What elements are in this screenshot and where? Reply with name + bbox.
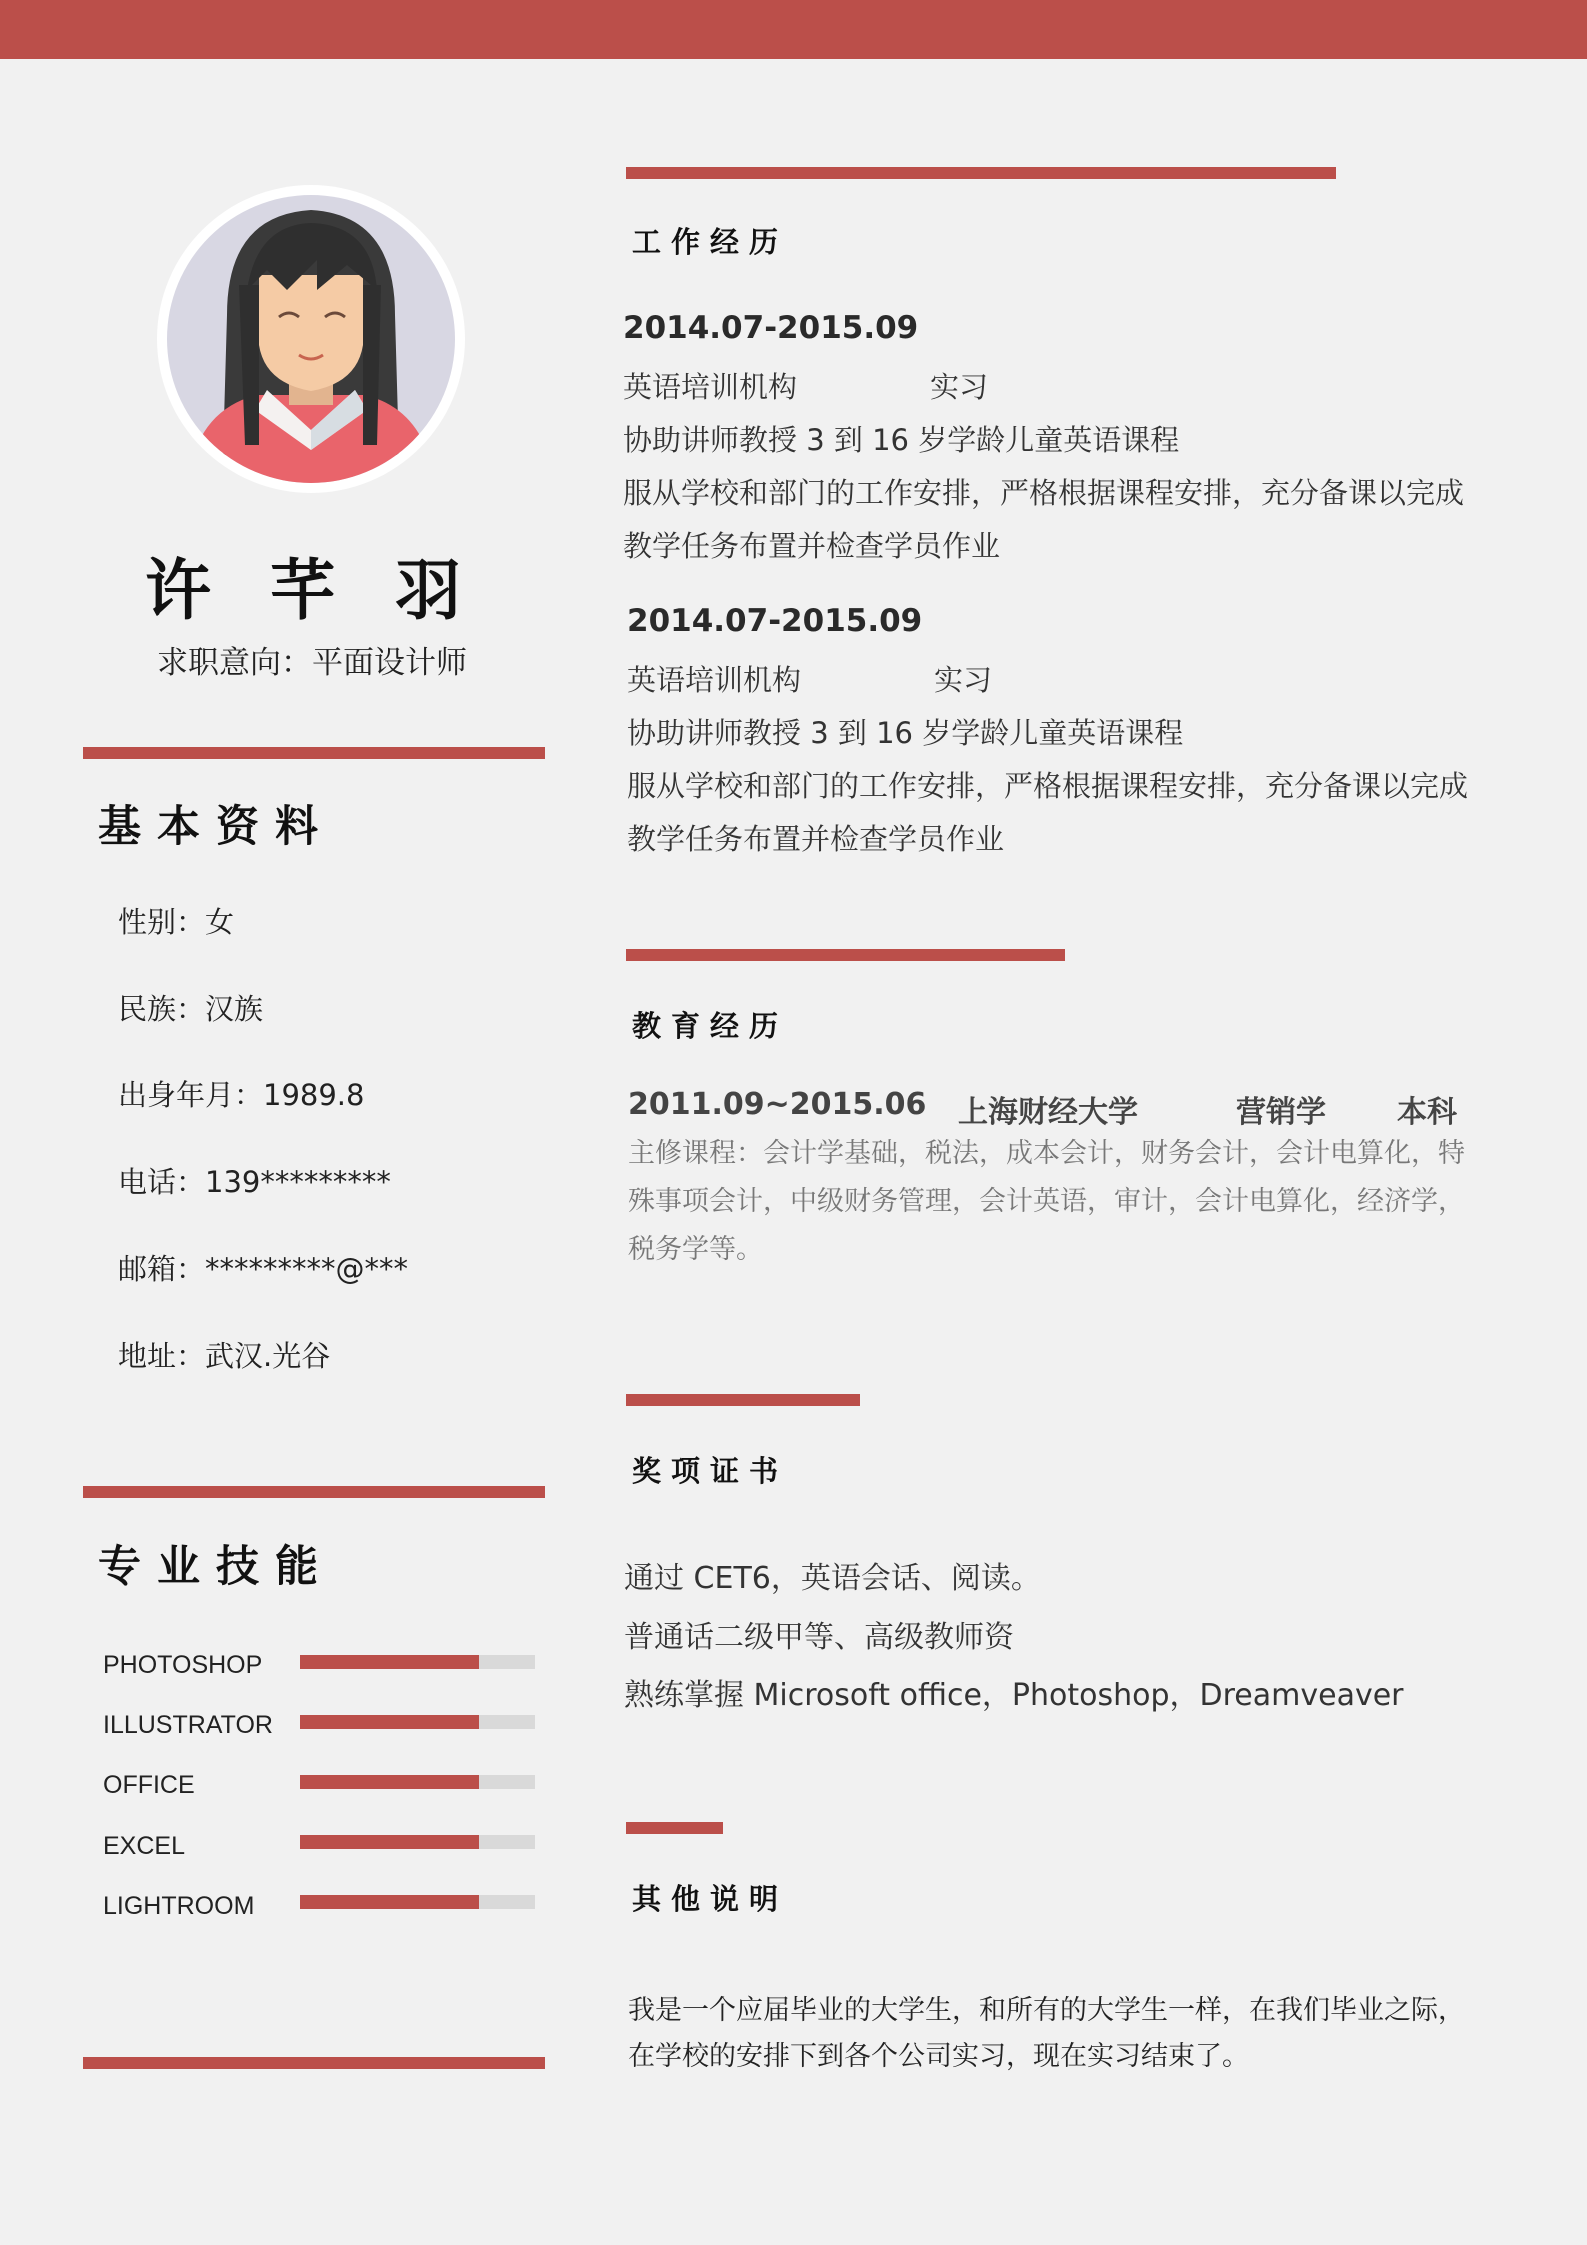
skill-bar-track xyxy=(300,1895,535,1909)
work-role: 实习 xyxy=(934,663,993,697)
work-date: 2014.07-2015.09 xyxy=(623,310,919,346)
certificate-item: 熟练掌握 Microsoft office，Photoshop，Dreamveaver xyxy=(624,1678,1404,1713)
education-date: 2011.09~2015.06 xyxy=(628,1087,927,1122)
skill-bar-fill xyxy=(300,1655,479,1669)
work-desc: 协助讲师教授 3 到 16 岁学龄儿童英语课程 xyxy=(623,423,1180,457)
job-intent: 求职意向：平面设计师 xyxy=(157,645,467,681)
skill-bar-track xyxy=(300,1775,535,1789)
education-degree: 本科 xyxy=(1397,1095,1457,1130)
certificate-item: 通过 CET6，英语会话、阅读。 xyxy=(624,1561,1041,1596)
info-ethnicity: 民族：汉族 xyxy=(118,992,264,1026)
certificate-item: 普通话二级甲等、高级教师资 xyxy=(624,1620,1014,1655)
basic-info-title: 基本资料 xyxy=(98,802,334,852)
section-divider xyxy=(626,167,1336,179)
info-gender: 性别：女 xyxy=(118,905,235,939)
education-title: 教育经历 xyxy=(632,1009,789,1043)
work-desc: 教学任务布置并检查学员作业 xyxy=(627,822,1005,856)
work-desc: 服从学校和部门的工作安排，严格根据课程安排，充分备课以完成 xyxy=(627,769,1469,803)
section-divider xyxy=(83,1486,545,1498)
section-divider xyxy=(626,1822,723,1834)
section-divider xyxy=(626,949,1065,961)
skill-label: PHOTOSHOP xyxy=(103,1651,263,1679)
section-divider xyxy=(626,1394,860,1406)
info-email: 邮箱：*********@*** xyxy=(118,1252,409,1286)
candidate-name: 许 芊 羽 xyxy=(145,552,479,629)
other-title: 其他说明 xyxy=(632,1882,789,1916)
skill-bar-fill xyxy=(300,1835,479,1849)
info-birth: 出身年月：1989.8 xyxy=(118,1078,365,1112)
skill-bar-track xyxy=(300,1715,535,1729)
work-org: 英语培训机构 xyxy=(627,663,802,697)
skill-bar-fill xyxy=(300,1895,479,1909)
skill-bar-track xyxy=(300,1655,535,1669)
skill-bar-track xyxy=(300,1835,535,1849)
avatar xyxy=(157,185,465,493)
work-desc: 协助讲师教授 3 到 16 岁学龄儿童英语课程 xyxy=(627,716,1184,750)
other-text: 我是一个应届毕业的大学生，和所有的大学生一样，在我们毕业之际，在学校的安排下到各个公司实习，现在实习结束了。 xyxy=(628,1995,1465,2072)
section-divider xyxy=(83,747,545,759)
top-banner xyxy=(0,0,1587,59)
certificates-title: 奖项证书 xyxy=(632,1454,789,1488)
work-desc: 教学任务布置并检查学员作业 xyxy=(623,529,1001,563)
work-date: 2014.07-2015.09 xyxy=(627,603,923,639)
education-courses: 主修课程：会计学基础，税法，成本会计，财务会计，会计电算化，特殊事项会计，中级财务管理，会计英语，审计，会计电算化，经济学，税务学等。 xyxy=(628,1138,1465,1265)
skill-bar-fill xyxy=(300,1715,479,1729)
avatar-illustration-icon xyxy=(167,195,455,483)
work-role: 实习 xyxy=(930,370,989,404)
skill-label: LIGHTROOM xyxy=(103,1892,255,1920)
education-major: 营销学 xyxy=(1236,1095,1326,1130)
skill-label: OFFICE xyxy=(103,1771,195,1799)
education-school: 上海财经大学 xyxy=(958,1095,1138,1130)
info-phone: 电话：139********* xyxy=(118,1165,391,1199)
skill-bar-fill xyxy=(300,1775,479,1789)
skill-label: EXCEL xyxy=(103,1832,185,1860)
work-title: 工作经历 xyxy=(632,225,789,259)
section-divider xyxy=(83,2057,545,2069)
skills-title: 专业技能 xyxy=(98,1542,334,1592)
skill-label: ILLUSTRATOR xyxy=(103,1711,273,1739)
work-org: 英语培训机构 xyxy=(623,370,798,404)
info-address: 地址：武汉.光谷 xyxy=(118,1339,331,1373)
work-desc: 服从学校和部门的工作安排，严格根据课程安排，充分备课以完成 xyxy=(623,476,1465,510)
